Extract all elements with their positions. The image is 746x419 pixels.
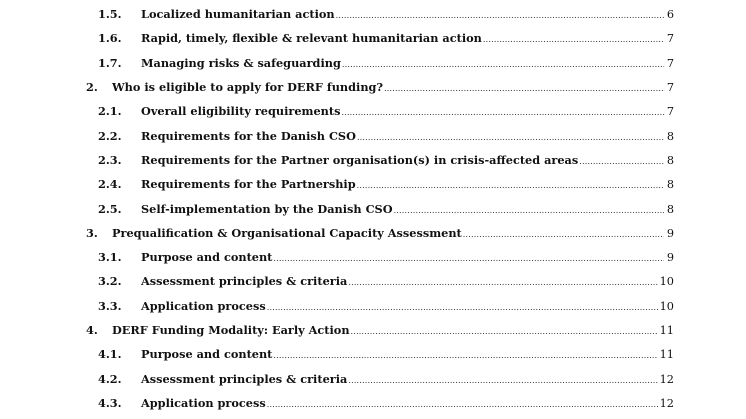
toc-entry-number: 2.1. [98,104,122,119]
toc-entry-number: 2.3. [98,152,122,167]
dot-leader [357,181,664,190]
toc-entry-1-7[interactable] [0,51,746,75]
toc-entry-page: 8 [666,153,674,167]
toc-entry-title[interactable]: Requirements for the Danish CSO [141,128,356,143]
toc-entry-2[interactable] [0,75,746,99]
toc-entry-number: 4. [86,323,98,337]
toc-entry-1-5[interactable] [0,2,746,26]
toc-entry-number: 3.3. [98,298,122,313]
toc-entry-2-1[interactable] [0,99,746,123]
dot-leader [357,133,664,142]
toc-entry-title[interactable]: Purpose and content [141,250,273,265]
toc-entry-title[interactable]: Application process [141,298,266,313]
table-of-contents [0,2,746,415]
toc-entry-2-3[interactable] [0,148,746,172]
toc-entry-page: 7 [666,105,674,119]
dot-leader [273,254,664,263]
toc-entry-number: 4.3. [98,395,122,410]
toc-entry-title[interactable]: Requirements for the Partnership [141,177,356,192]
toc-entry-4-2[interactable] [0,366,746,390]
toc-entry-title[interactable]: Purpose and content [141,347,273,362]
toc-entry-number: 2.2. [98,128,122,143]
toc-entry-page: 10 [659,275,674,289]
dot-leader [463,230,664,239]
toc-entry-title[interactable]: Self-implementation by the Danish CSO [141,201,393,216]
toc-entry-number: 3. [86,225,98,240]
toc-entry-page: 7 [666,81,674,95]
toc-entry-page: 7 [666,56,674,70]
toc-entry-title[interactable]: Assessment principles & criteria [141,371,348,386]
toc-entry-page: 8 [666,178,674,192]
dot-leader [384,84,664,93]
dot-leader [483,35,664,44]
toc-entry-2-2[interactable] [0,123,746,147]
toc-entry-title[interactable]: DERF Funding Modality: Early Action [112,323,350,337]
toc-entry-title[interactable]: Rapid, timely, flexible & relevant humanitarian action [141,31,482,46]
toc-entry-1-6[interactable] [0,26,746,50]
toc-entry-number: 1.6. [98,31,122,46]
toc-entry-number: 1.7. [98,55,122,70]
toc-entry-title[interactable]: Requirements for the Partner organisation(s) in crisis-affected areas [141,152,579,167]
dot-leader [394,206,664,215]
dot-leader [348,278,657,287]
toc-entry-number: 2. [86,80,98,95]
dot-leader [341,108,664,117]
toc-entry-number: 2.4. [98,177,122,192]
toc-entry-number: 3.1. [98,250,122,265]
dot-leader [348,376,657,385]
toc-entry-4[interactable] [0,318,746,342]
toc-entry-title[interactable]: Overall eligibility requirements [141,104,341,119]
toc-entry-title[interactable]: Assessment principles & criteria [141,274,348,289]
toc-entry-number: 1.5. [98,7,122,22]
dot-leader [273,351,657,360]
toc-entry-title[interactable]: Localized humanitarian action [141,7,335,22]
toc-entry-page: 9 [666,226,674,240]
toc-entry-2-5[interactable] [0,196,746,220]
toc-entry-page: 12 [659,396,674,410]
toc-entry-3[interactable] [0,221,746,245]
toc-entry-page: 10 [659,299,674,313]
toc-entry-page: 8 [666,129,674,143]
toc-entry-3-1[interactable] [0,245,746,269]
dot-leader [267,400,658,409]
toc-entry-page: 11 [659,324,674,337]
toc-entry-3-2[interactable] [0,269,746,293]
toc-entry-number: 2.5. [98,201,122,216]
toc-entry-3-3[interactable] [0,294,746,318]
toc-entry-page: 7 [666,32,674,46]
toc-entry-4-3[interactable] [0,391,746,415]
dot-leader [336,11,664,20]
toc-entry-page: 12 [659,372,674,386]
toc-entry-page: 6 [666,8,674,22]
dot-leader [579,157,664,166]
dot-leader [351,327,658,336]
toc-entry-number: 4.1. [98,347,122,362]
dot-leader [342,60,664,69]
toc-entry-title[interactable]: Managing risks & safeguarding [141,55,341,70]
toc-entry-number: 3.2. [98,274,122,289]
toc-entry-number: 4.2. [98,371,122,386]
toc-entry-page: 9 [666,251,674,265]
dot-leader [267,303,658,312]
toc-entry-title[interactable]: Application process [141,395,266,410]
toc-entry-2-4[interactable] [0,172,746,196]
toc-entry-4-1[interactable] [0,342,746,366]
toc-entry-page: 11 [659,348,674,362]
toc-entry-title[interactable]: Prequalification & Organisational Capacity Assessment [112,225,462,240]
toc-entry-title[interactable]: Who is eligible to apply for DERF funding? [112,80,384,95]
toc-entry-page: 8 [666,202,674,216]
